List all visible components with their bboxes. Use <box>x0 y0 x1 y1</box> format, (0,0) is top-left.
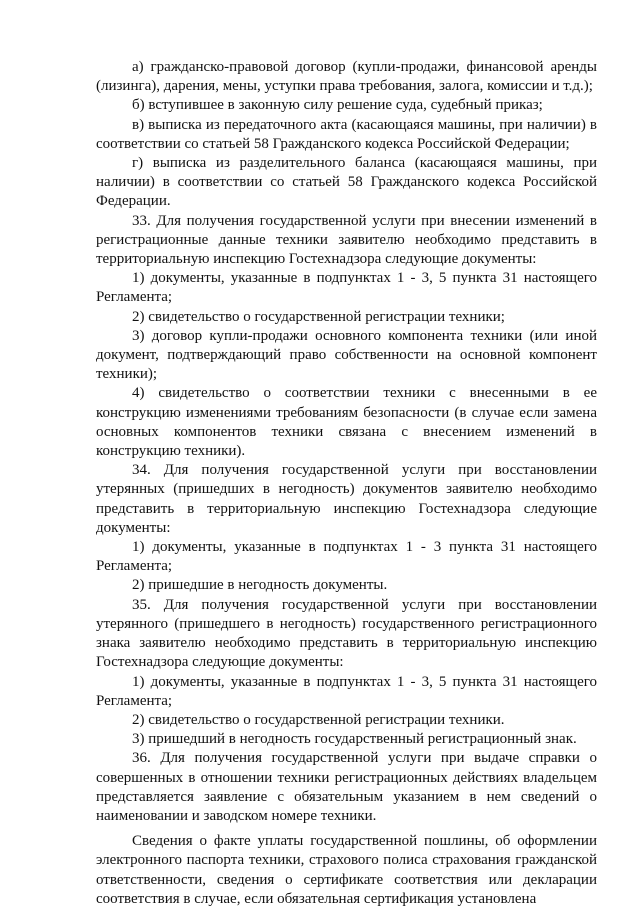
paragraph-35-2: 2) свидетельство о государственной регистрации техники. <box>132 711 505 728</box>
paragraph-34: 34. Для получения государственной услуги при восстановлении утерянных (пришедших в негодность) документов заявителю необходимо представить в территориальную инспекцию Гостехнадзора следующие документы: <box>96 462 597 536</box>
paragraph-1c: в) выписка из передаточного акта (касающаяся машины, при наличии) в соответствии со статьей 58 Гражданского кодекса Российской Федерации; <box>96 116 597 152</box>
paragraph-33-2: 2) свидетельство о государственной регистрации техники; <box>132 308 505 325</box>
paragraph-33-4: 4) свидетельство о соответствии техники с внесенными в ее конструкцию изменениями требованиям безопасности (в случае если замена основных компонентов техники связана с внесением изменений в конструкцию техники). <box>96 385 597 460</box>
paragraph-33-3: 3) договор купли-продажи основного компонента техники (или иной документ, подтверждающий право собственности на основной компонент техники); <box>96 327 597 383</box>
paragraph-34-1: 1) документы, указанные в подпунктах 1 - 3 пункта 31 настоящего Регламента; <box>96 539 597 575</box>
paragraph-36-details: Сведения о факте уплаты государственной пошлины, об оформлении электронного паспорта техники, страхового полиса страхования гражданской ответственности, сведения о сертификате соответствия или декларации соответствия в случае, если обязательная сертификация установлена <box>96 833 597 907</box>
document-page <box>96 58 597 909</box>
paragraph-1a: а) гражданско-правовой договор (купли-продажи, финансовой аренды (лизинга), дарения, мены, уступки права требования, залога, комиссии и т.д.); <box>96 59 597 95</box>
paragraph-33: 33. Для получения государственной услуги при внесении изменений в регистрационные данные техники заявителю необходимо представить в территориальную инспекцию Гостехнадзора следующие документы: <box>96 212 597 268</box>
paragraph-36: 36. Для получения государственной услуги при выдаче справки о совершенных в отношении техники регистрационных действиях владельцем представляется заявление с обязательным указанием в нем сведений о наименовании и заводском номере техники. <box>96 750 597 824</box>
paragraph-35-3: 3) пришедший в негодность государственный регистрационный знак. <box>132 731 577 748</box>
paragraph-35-1: 1) документы, указанные в подпунктах 1 - 3, 5 пункта 31 настоящего Регламента; <box>96 673 597 709</box>
paragraph-1d: г) выписка из разделительного баланса (касающаяся машины, при наличии) в соответствии со статьей 58 Гражданского кодекса Российской Федерации. <box>96 155 597 210</box>
paragraph-35: 35. Для получения государственной услуги при восстановлении утерянного (пришедшего в негодность) государственного регистрационного знака заявителю необходимо представить в территориальную инспекцию Гостехнадзора следующие документы: <box>96 596 597 671</box>
paragraph-34-2: 2) пришедшие в негодность документы. <box>132 577 388 594</box>
paragraph-33-1: 1) документы, указанные в подпунктах 1 - 3, 5 пункта 31 настоящего Регламента; <box>96 270 597 306</box>
paragraph-1b: б) вступившее в законную силу решение суда, судебный приказ; <box>132 97 543 114</box>
